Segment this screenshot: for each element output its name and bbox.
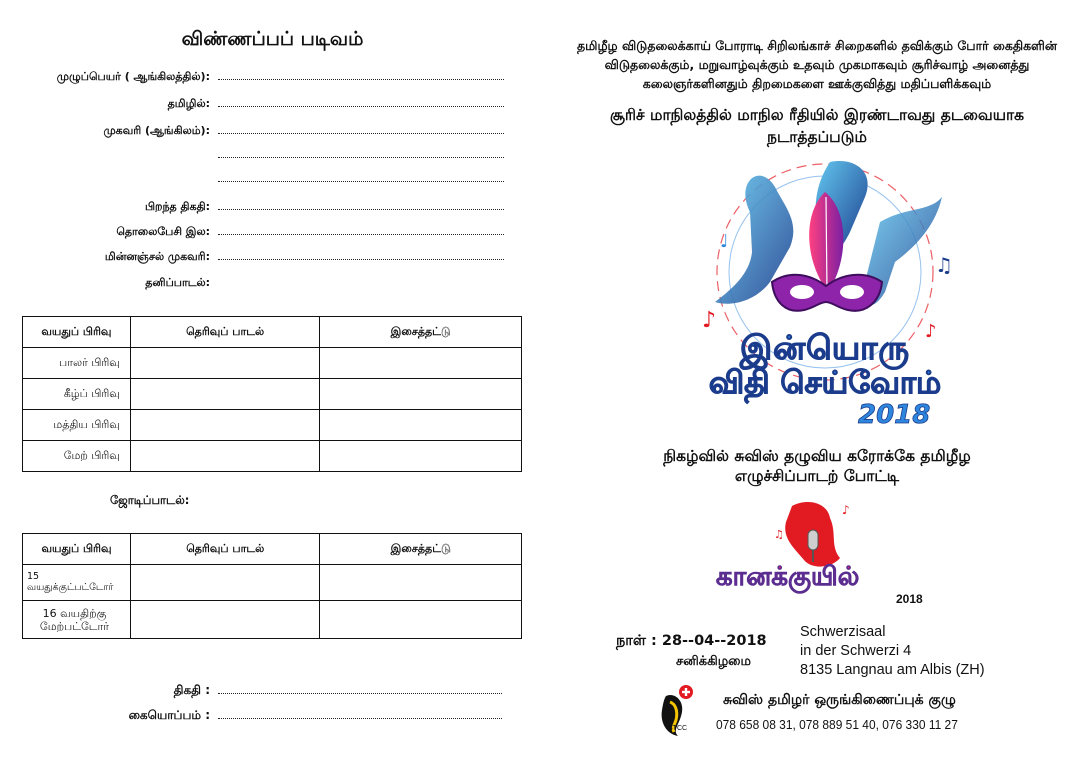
logo-year: 2018 <box>858 400 931 430</box>
svg-text:♩: ♩ <box>720 231 729 252</box>
description-line: எழுச்சிப்பாடற் போட்டி <box>734 467 900 485</box>
solo-track-cell[interactable] <box>320 348 522 379</box>
date-field[interactable] <box>218 693 502 694</box>
svg-text:♪: ♪ <box>702 308 717 333</box>
solo-label: தனிப்பாடல்: <box>145 276 210 289</box>
solo-table <box>22 316 522 472</box>
event-day: சனிக்கிழமை <box>676 654 751 669</box>
headline-text <box>548 104 1086 148</box>
description-line: நிகழ்வில் சுவிஸ் தழுவிய கரோக்கே தமிழீழ <box>663 447 971 465</box>
date-label: திகதி : <box>173 683 210 697</box>
solo-header-age: வயதுப் பிரிவு <box>23 317 131 348</box>
duet-header-song: தெரிவுப் பாடல் <box>130 534 320 565</box>
solo-track-cell[interactable] <box>320 441 522 472</box>
duet-label: ஜோடிப்பாடல்: <box>110 493 190 507</box>
duet-header-age: வயதுப் பிரிவு <box>23 534 131 565</box>
address-label: முகவரி (ஆங்கிலம்): <box>103 124 210 137</box>
solo-row-label: பாலர் பிரிவு <box>23 348 131 379</box>
headline-line: நடாத்தப்படும் <box>767 128 867 146</box>
signature-label: கையொப்பம் : <box>128 708 210 722</box>
tamil-name-label: தமிழில்: <box>167 97 210 110</box>
email-label: மின்னஞ்சல் முகவரி: <box>104 250 210 263</box>
intro-line: தமிழீழ விடுதலைக்காய் போராடி சிறிலங்காச் சிறைகளில் தவிக்கும் போர் கைதிகளின் <box>577 38 1057 53</box>
solo-track-cell[interactable] <box>320 379 522 410</box>
duet-row-label: 15 வயதுக்குட்பட்டோர் <box>23 565 131 601</box>
kaanakkuyil-year: 2018 <box>896 592 923 606</box>
fullname-field[interactable] <box>218 79 504 80</box>
duet-track-cell[interactable] <box>320 601 522 639</box>
kaanakkuyil-logo <box>712 498 942 608</box>
duet-header-track: இசைத்தட்டு <box>320 534 522 565</box>
address-field-line-2[interactable] <box>218 157 504 158</box>
venue-line: in der Schwerzi 4 <box>800 643 912 659</box>
duet-row-label: 16 வயதிற்கு மேற்பட்டோர் <box>23 601 131 639</box>
event-description <box>548 446 1086 486</box>
solo-song-cell[interactable] <box>130 348 320 379</box>
solo-row-label: மத்திய பிரிவு <box>23 410 131 441</box>
form-title: விண்ணப்பப் படிவம் <box>181 28 364 50</box>
organisation-name: சுவிஸ் தமிழர் ஒருங்கிணைப்புக் குழு <box>723 692 956 708</box>
phone-label: தொலைபேசி இல: <box>116 225 210 238</box>
kaanakkuyil-title: கானக்குயில் <box>716 562 860 592</box>
address-field-line-3[interactable] <box>218 181 504 182</box>
dob-field[interactable] <box>218 209 504 210</box>
dob-label: பிறந்த திகதி: <box>144 200 210 213</box>
intro-line: கலைஞர்களினதும் திறமைகளை ஊக்குவித்து மதிப்பளிக்கவும் <box>642 76 992 91</box>
stcc-logo <box>656 682 706 740</box>
svg-text:♪: ♪ <box>842 503 850 517</box>
venue-address <box>800 623 985 680</box>
duet-table <box>22 533 522 639</box>
phone-field[interactable] <box>218 234 504 235</box>
duet-track-cell[interactable] <box>320 565 522 601</box>
email-field[interactable] <box>218 259 504 260</box>
svg-text:♫: ♫ <box>774 528 784 541</box>
address-field-line-1[interactable] <box>218 133 504 134</box>
contact-phones: 078 658 08 31, 078 889 51 40, 076 330 11 27 <box>716 717 958 732</box>
duet-song-cell[interactable] <box>130 601 320 639</box>
svg-text:♪: ♪ <box>925 321 937 342</box>
solo-row-label: கீழ்ப் பிரிவு <box>23 379 131 410</box>
svg-text:♫: ♫ <box>935 253 953 277</box>
venue-line: Schwerzisaal <box>800 624 886 640</box>
solo-track-cell[interactable] <box>320 410 522 441</box>
event-main-logo <box>680 152 970 442</box>
solo-header-track: இசைத்தட்டு <box>320 317 522 348</box>
intro-text <box>548 36 1086 93</box>
signature-field[interactable] <box>218 718 502 719</box>
solo-song-cell[interactable] <box>130 441 320 472</box>
headline-line: சூரிச் மாநிலத்தில் மாநில ரீதியில் இரண்டாவது தடவையாக <box>610 106 1024 124</box>
logo-title-line-2: விதி செய்வோம் <box>708 365 942 401</box>
venue-line: 8135 Langnau am Albis (ZH) <box>800 662 985 678</box>
org-abbr: STCC <box>668 725 688 732</box>
solo-song-cell[interactable] <box>130 379 320 410</box>
fullname-label: முழுப்பெயர் ( ஆங்கிலத்தில்): <box>56 70 210 83</box>
event-date: நாள் : 28--04--2018 <box>616 633 767 649</box>
solo-song-cell[interactable] <box>130 410 320 441</box>
solo-header-song: தெரிவுப் பாடல் <box>130 317 320 348</box>
duet-song-cell[interactable] <box>130 565 320 601</box>
intro-line: விடுதலைக்கும், மறுவாழ்வுக்கும் உதவும் முகமாகவும் சூரிச்வாழ் அனைத்து <box>604 57 1030 72</box>
solo-row-label: மேற் பிரிவு <box>23 441 131 472</box>
logo-title-line-1: இன்யொரு <box>740 328 910 367</box>
tamil-name-field[interactable] <box>218 106 504 107</box>
